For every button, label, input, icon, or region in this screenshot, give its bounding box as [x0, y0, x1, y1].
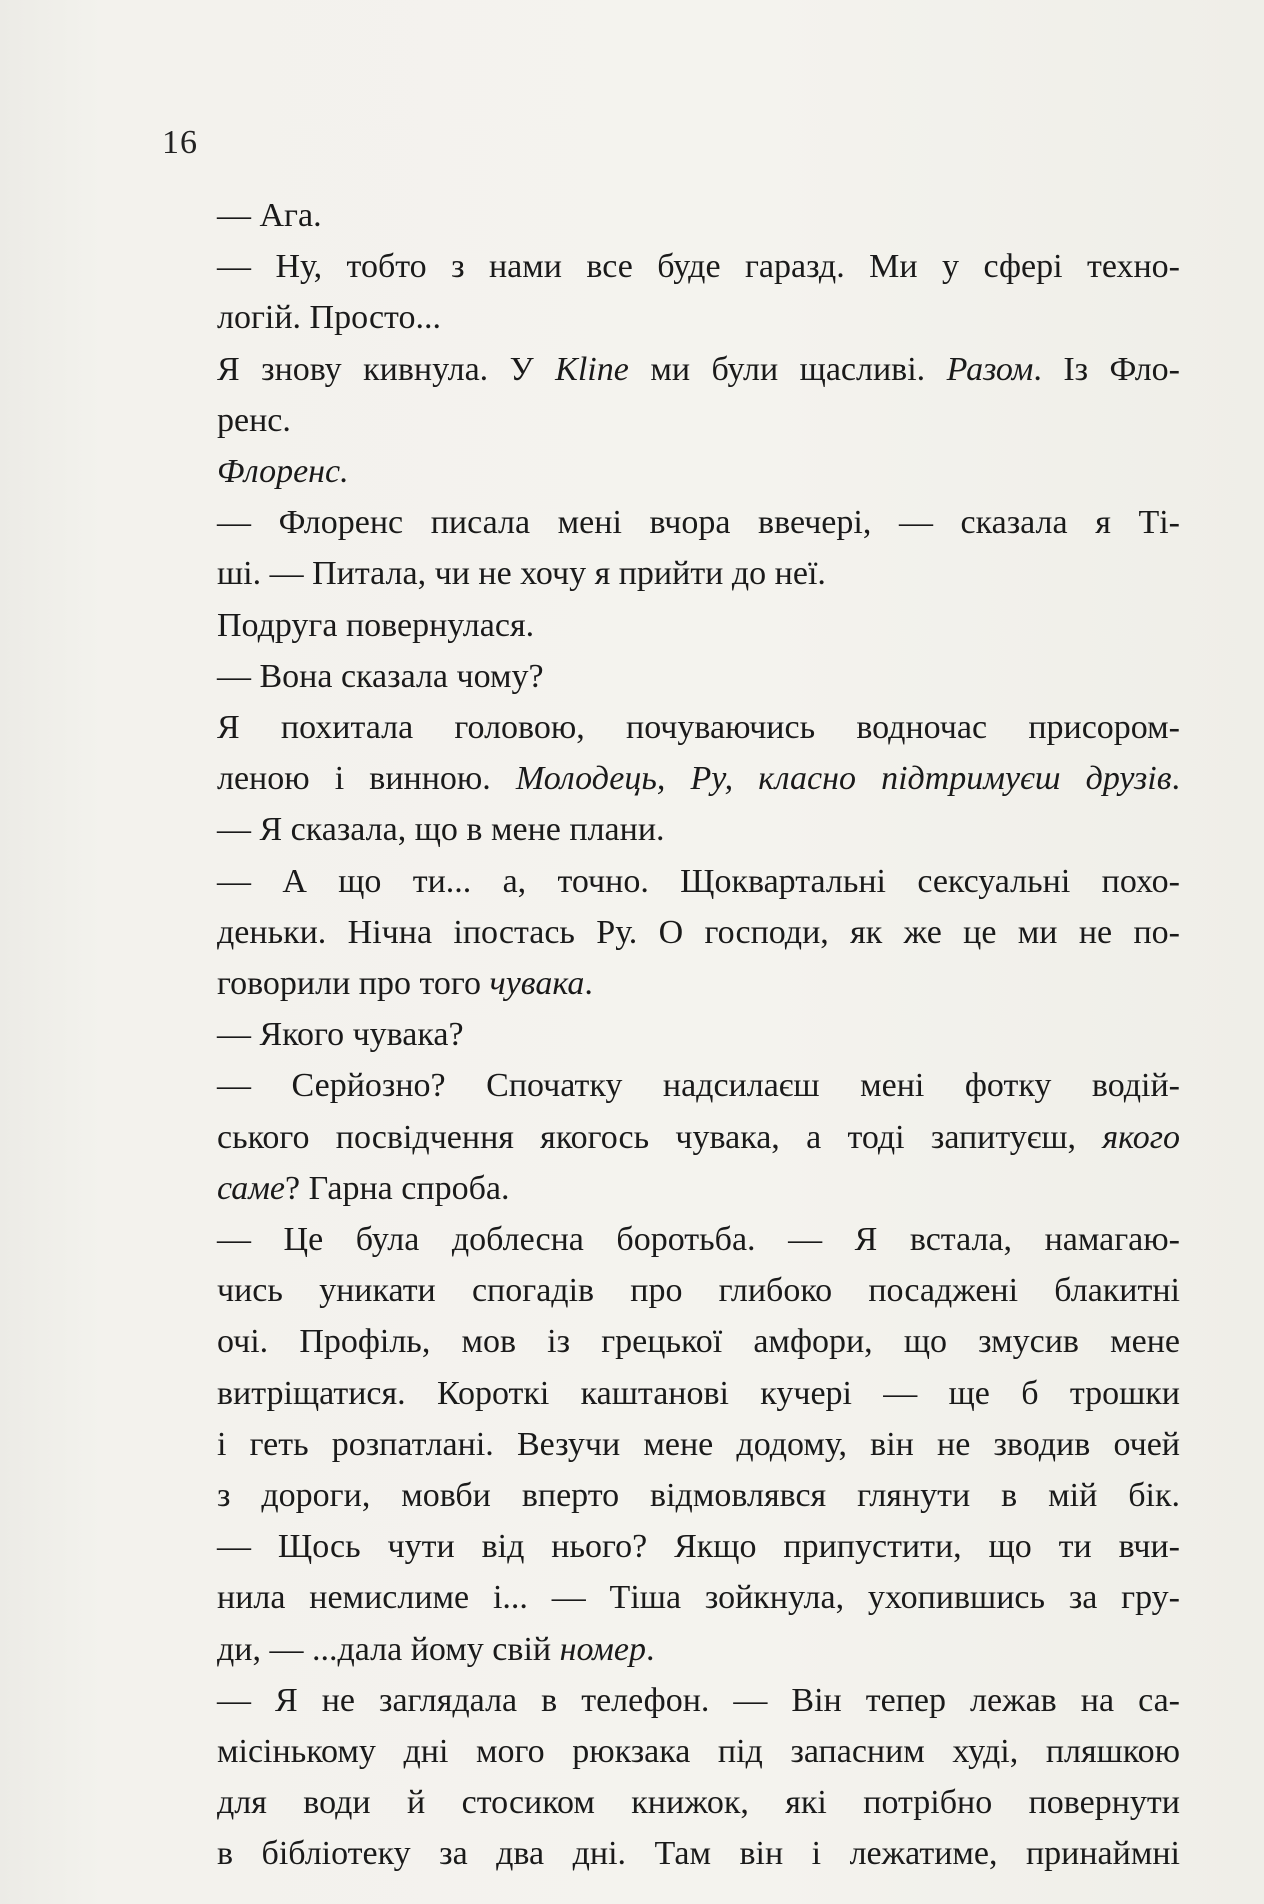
text-line	[217, 497, 1180, 548]
text-line	[217, 804, 1180, 855]
text-run: і геть розпатлані. Везучи мене додому, він не зводив очей	[217, 1425, 1180, 1463]
text-run: нила немислиме і... — Тіша зойкнула, ухопившись за гру-	[217, 1579, 1180, 1617]
text-run: ми були щасливі.	[628, 350, 947, 388]
text-line	[217, 1368, 1180, 1419]
italic-run: Молодець, Ру, класно підтримуєш друзів	[515, 760, 1172, 798]
text-line	[217, 190, 1180, 241]
text-run: в бібліотеку за два дні. Там він і лежатиме, принаймні	[217, 1835, 1180, 1873]
text-line	[217, 1470, 1180, 1521]
text-run: — А що ти... а, точно. Щоквартальні сексуальні похо-	[217, 862, 1180, 900]
text-run: місінькому дні мого рюкзака під запасним худі, пляшкою	[217, 1733, 1180, 1770]
text-run: — Ну, тобто з нами все буде гаразд. Ми у сфері техно-	[217, 248, 1180, 286]
text-line	[217, 395, 1180, 446]
text-run: — Щось чути від нього? Якщо припустити, що ти вчи-	[217, 1528, 1180, 1566]
text-line	[217, 1214, 1180, 1265]
text-run: Я похитала головою, почуваючись водночас присором-	[217, 709, 1180, 746]
italic-run: Разом	[946, 350, 1034, 388]
text-run: — Я не заглядала в телефон. — Він тепер лежав на са-	[217, 1681, 1180, 1719]
text-run: ського посвідчення якогось чувака, а тоді запитуєш,	[217, 1118, 1103, 1156]
text-run: витріщатися. Короткі каштанові кучері — ще б трошки	[217, 1374, 1180, 1412]
text-line	[217, 446, 1180, 497]
text-line	[217, 1112, 1180, 1163]
text-run: . Із Фло-	[1033, 350, 1180, 388]
text-run: — Флоренс писала мені вчора ввечері, — сказала я Ті-	[217, 504, 1180, 542]
text-run: — Якого чувака?	[217, 1016, 464, 1054]
text-run: з дороги, мовби вперто відмовлявся глянути в мій бік.	[217, 1477, 1180, 1514]
text-line	[217, 1521, 1180, 1572]
text-line	[217, 344, 1180, 395]
italic-run: якого	[1102, 1118, 1180, 1156]
text-line	[217, 1163, 1180, 1214]
text-line	[217, 958, 1180, 1009]
text-line	[217, 1624, 1180, 1675]
text-line	[217, 651, 1180, 702]
page-number: 16	[162, 124, 198, 161]
text-run: — Ага.	[217, 197, 322, 234]
text-run: .	[645, 1630, 655, 1668]
text-run: ші. — Питала, чи не хочу я прийти до неї.	[217, 555, 826, 593]
text-line	[217, 1060, 1180, 1111]
text-run: ди, — ...дала йому свій	[217, 1630, 560, 1668]
text-run: Я знову кивнула. У	[217, 350, 556, 388]
text-run: говорили про того	[217, 965, 490, 1002]
text-line	[217, 1265, 1180, 1316]
text-run: — Вона сказала чому?	[217, 657, 544, 695]
text-line	[217, 1726, 1180, 1777]
text-line	[217, 1777, 1180, 1828]
text-line	[217, 856, 1180, 907]
text-line	[217, 1419, 1180, 1470]
italic-run: Флоренс.	[217, 453, 349, 490]
text-line	[217, 548, 1180, 599]
text-run: деньки. Нічна іпостась Ру. О господи, як же це ми не по-	[217, 913, 1180, 951]
text-run: Подруга повернулася.	[217, 606, 535, 644]
text-line	[217, 753, 1180, 804]
text-run: очі. Профіль, мов із грецької амфори, що змусив мене	[217, 1323, 1180, 1361]
text-run: для води й стосиком книжок, які потрібно повернути	[217, 1784, 1180, 1822]
text-run: — Серйозно? Спочатку надсилаєш мені фотку водій-	[217, 1067, 1180, 1105]
text-run: — Це була доблесна боротьба. — Я встала, намагаю-	[217, 1221, 1180, 1258]
text-run: — Я сказала, що в мене плани.	[217, 811, 665, 849]
text-line	[217, 600, 1180, 651]
italic-run: саме	[217, 1169, 285, 1207]
text-run: чись уникати спогадів про глибоко посаджені блакитні	[217, 1272, 1180, 1310]
text-line	[217, 1828, 1180, 1879]
text-run: .	[584, 965, 593, 1002]
text-line	[217, 1316, 1180, 1367]
italic-run: номер	[559, 1630, 646, 1668]
italic-run: Kline	[555, 350, 629, 388]
text-line	[217, 702, 1180, 753]
text-line	[217, 292, 1180, 343]
text-run: ренс.	[217, 401, 291, 439]
text-line	[217, 1009, 1180, 1060]
text-run: логій. Просто...	[217, 299, 441, 337]
text-line	[217, 907, 1180, 958]
text-line	[217, 241, 1180, 292]
text-run: ? Гарна спроба.	[285, 1169, 510, 1207]
text-run: .	[1171, 760, 1181, 798]
text-run: леною і винною.	[217, 760, 516, 798]
text-line	[217, 1572, 1180, 1623]
italic-run: чувака	[489, 965, 585, 1002]
text-line	[217, 1675, 1180, 1726]
